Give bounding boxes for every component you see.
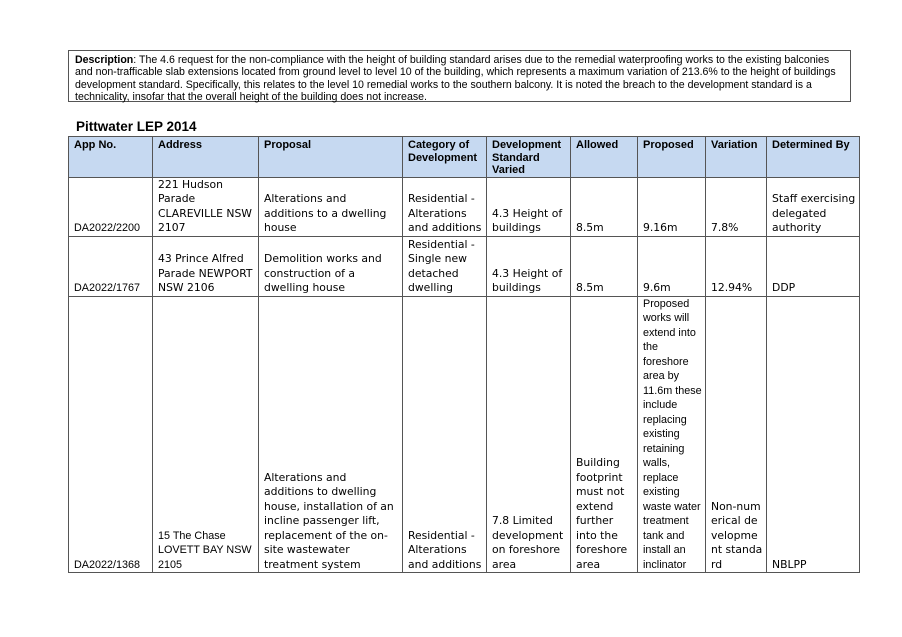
header-proposed: Proposed: [638, 137, 706, 178]
cell-variation: 12.94%: [706, 236, 767, 296]
cell-allowed: Building footprint must not extend further into the foreshore area: [571, 296, 638, 573]
cell-category: Residential - Alterations and additions: [403, 296, 487, 573]
cell-standard: 4.3 Height of buildings: [487, 177, 571, 236]
cell-proposed: 9.6m: [638, 236, 706, 296]
cell-proposal: Demolition works and construction of a dwelling house: [259, 236, 403, 296]
cell-app-no: DA2022/1368: [69, 296, 153, 573]
cell-standard: 4.3 Height of buildings: [487, 236, 571, 296]
cell-determined-by: DDP: [767, 236, 860, 296]
header-determined-by: Determined By: [767, 137, 860, 178]
cell-proposed: Proposed works will extend into the foreshore area by 11.6m these include replacing existing retaining walls, replace existing waste water treatment tank and install an inclinator: [638, 296, 706, 573]
header-address: Address: [153, 137, 259, 178]
cell-proposal: Alterations and additions to a dwelling house: [259, 177, 403, 236]
cell-app-no: DA2022/1767: [69, 236, 153, 296]
header-proposal: Proposal: [259, 137, 403, 178]
description-text: : The 4.6 request for the non-compliance with the height of building standard arises due to the remedial waterproofing works to the existing balconies and non-trafficable slab extensions located from ground level to level 10 of the building, which represents a maximum variation of 213.6% to the height of buildings development standard. Specifically, this relates to the level 10 remedial works to the southern balcony. It is noted the breach to the development standard is a technicality, insofar that the overall height of the building does not increase.: [75, 54, 836, 103]
cell-proposed: 9.16m: [638, 177, 706, 236]
description-label: Description: [75, 54, 134, 66]
cell-proposal: Alterations and additions to dwelling house, installation of an incline passenger lift, replacement of the on-site wastewater treatment system: [259, 296, 403, 573]
cell-address: 221 Hudson Parade CLAREVILLE NSW 2107: [153, 177, 259, 236]
lep-variations-table: [68, 136, 860, 573]
cell-allowed: 8.5m: [571, 177, 638, 236]
table-header-row: [69, 137, 860, 178]
header-app-no: App No.: [69, 137, 153, 178]
table-row: [69, 236, 860, 296]
cell-variation: 7.8%: [706, 177, 767, 236]
header-category: Category of Development: [403, 137, 487, 178]
cell-allowed: 8.5m: [571, 236, 638, 296]
cell-category: Residential - Single new detached dwelling: [403, 236, 487, 296]
header-standard-varied: Development Standard Varied: [487, 137, 571, 178]
cell-category: Residential - Alterations and additions: [403, 177, 487, 236]
section-title: Pittwater LEP 2014: [76, 119, 197, 134]
cell-standard: 7.8 Limited development on foreshore area: [487, 296, 571, 573]
cell-determined-by: NBLPP: [767, 296, 860, 573]
cell-address: 15 The Chase LOVETT BAY NSW 2105: [153, 296, 259, 573]
cell-address: 43 Prince Alfred Parade NEWPORT NSW 2106: [153, 236, 259, 296]
cell-app-no: DA2022/2200: [69, 177, 153, 236]
table-row: [69, 296, 860, 573]
cell-determined-by: Staff exercising delegated authority: [767, 177, 860, 236]
cell-variation: Non-numerical development standard: [706, 296, 767, 573]
header-allowed: Allowed: [571, 137, 638, 178]
table-row: [69, 177, 860, 236]
header-variation: Variation: [706, 137, 767, 178]
description-box: [68, 50, 851, 102]
